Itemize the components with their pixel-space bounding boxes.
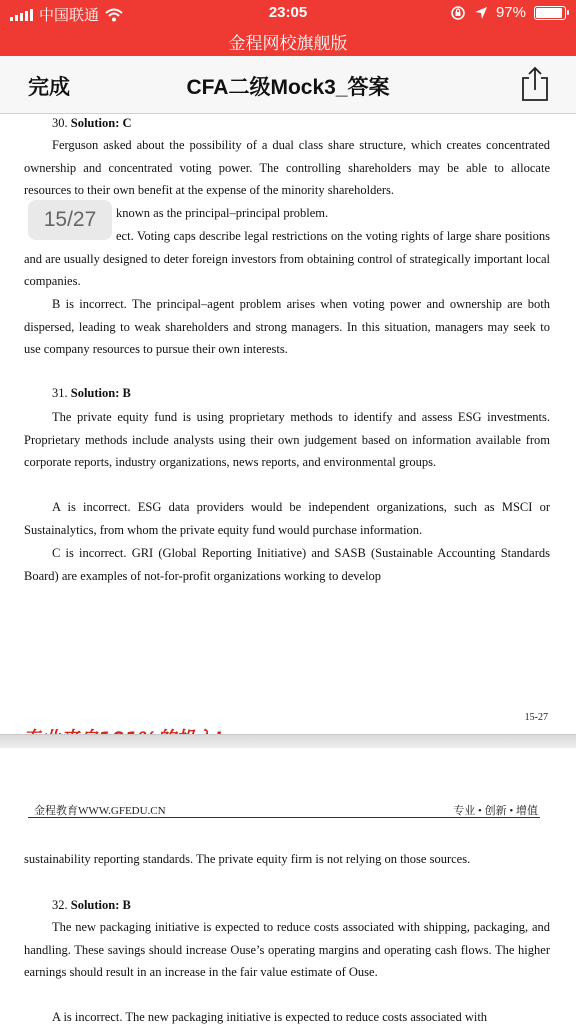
q32-text-2: A is incorrect. The new packaging initiative is expected to reduce costs associated with [52, 1010, 488, 1024]
q31-text-1: The private equity fund is using proprietary methods to identify and assess ESG investments. Proprietary methods include analysts using their own judgement based on information available from corporate reports, industry organizations, news reports, and environmental groups. [24, 410, 550, 470]
q30-text-1-tail: known as the principal–principal problem. [116, 206, 329, 220]
app-title: 金程网校旗舰版 [228, 34, 348, 53]
q30-paragraph-1 [24, 134, 550, 202]
q31-continued [24, 848, 550, 871]
header-right-text: 专业 • 创新 • 增值 [453, 805, 538, 817]
page-indicator-badge: 15/27 [28, 200, 112, 240]
location-icon [474, 6, 488, 20]
lock-rotation-icon [450, 5, 466, 21]
page-separator [0, 734, 576, 748]
carrier-label: 中国联通 [39, 7, 100, 24]
page-header [28, 800, 540, 818]
battery-icon [534, 6, 566, 20]
q30-paragraph-1-tail [116, 202, 556, 225]
share-icon[interactable] [520, 66, 550, 102]
q30-text-2: ect. Voting caps describe legal restrictions on the voting rights of large share positions and are usually designed to deter foreign investors from obtaining control of strategically important local companies. [24, 229, 550, 289]
q30-text-1: Ferguson asked about the possibility of a dual class share structure, which creates concentrated ownership and concentrated voting power. The controlling shareholders may be able to allocate resources to their own benefit at the expense of the minority shareholders. [24, 138, 550, 198]
header-left-text: 金程教育WWW.GFEDU.CN [34, 805, 166, 817]
solution-label: Solution: C [70, 116, 132, 130]
q31-paragraph-1 [24, 406, 550, 474]
q31-paragraph-3 [24, 542, 550, 587]
question-31-heading [52, 386, 131, 401]
q30-text-3: B is incorrect. The principal–agent problem arises when voting power and ownership are both dispersed, leading to weak shareholders and strong managers. In this situation, managers may seek to use company resources to pursue their own interests. [24, 297, 550, 357]
solution-label: Solution: B [70, 898, 131, 912]
clock: 23:05 [268, 4, 308, 21]
status-bar [0, 0, 576, 28]
q31-text-2: A is incorrect. ESG data providers would be independent organizations, such as MSCI or Sustainalytics, from whom the private equity fund would purchase information. [24, 500, 550, 537]
q32-paragraph-1 [24, 916, 550, 984]
nav-bar [0, 56, 576, 114]
q31-paragraph-2 [24, 496, 550, 541]
question-30-heading [52, 116, 132, 131]
question-number: 30. [52, 116, 68, 130]
document-title: CFA二级Mock3_答案 [186, 76, 390, 99]
solution-label: Solution: B [70, 386, 131, 400]
done-button[interactable]: 完成 [28, 76, 70, 99]
battery-percent: 97% [495, 4, 526, 21]
pdf-page-16[interactable] [0, 748, 576, 1024]
q31-text-3: C is incorrect. GRI (Global Reporting Initiative) and SASB (Sustainable Accounting Standards Board) are examples of not-for-profit organizations working to develop [24, 546, 550, 583]
q30-paragraph-3 [24, 293, 550, 361]
q32-text-1: The new packaging initiative is expected to reduce costs associated with shipping, packaging, and handling. These savings should increase Ouse’s operating margins and operating cash flows. The higher earnings should result in an increase in the fair value estimate of Ouse. [24, 920, 550, 980]
q32-paragraph-2 [24, 1006, 550, 1024]
question-number: 31. [52, 386, 68, 400]
page-number: 15-27 [524, 712, 548, 723]
question-32-heading [52, 898, 131, 913]
app-header [0, 0, 576, 56]
q31-continued-text: sustainability reporting standards. The private equity firm is not relying on those sources. [24, 852, 471, 866]
question-number: 32. [52, 898, 68, 912]
